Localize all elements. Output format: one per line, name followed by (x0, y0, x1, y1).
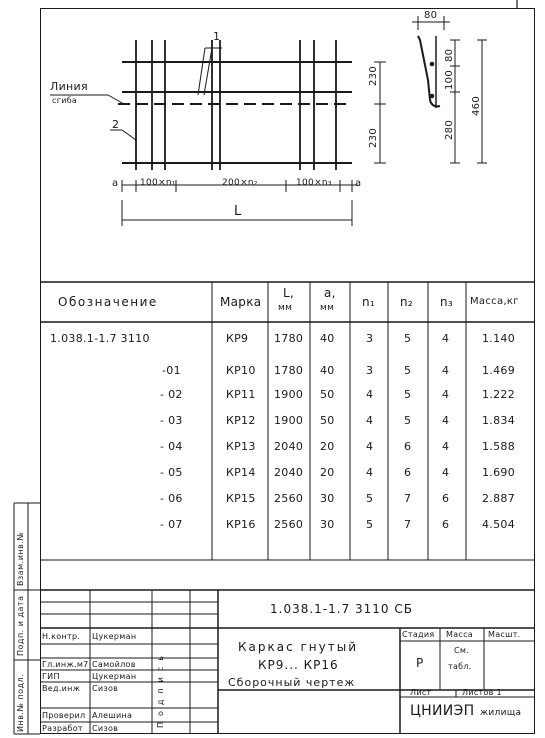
header-a-unit: мм (320, 303, 335, 313)
cell-n3: 4 (442, 466, 450, 479)
cell-designation: - 03 (160, 414, 183, 427)
name: Цукерман (92, 632, 137, 641)
dim-L: L (234, 204, 242, 219)
dim-a-right: a (355, 178, 362, 189)
cell-mark: КР12 (226, 414, 256, 427)
cell-a: 50 (320, 388, 335, 401)
cell-mass: 2.887 (482, 492, 515, 505)
cell-designation: - 07 (160, 518, 183, 531)
bend-line-sublabel: сгиба (52, 96, 78, 105)
cell-n1: 3 (366, 332, 374, 345)
role: Гл.инж.м7 (42, 660, 89, 669)
name: Сизов (92, 724, 119, 733)
header-a: a, (324, 286, 336, 300)
dim-230-top: 230 (368, 66, 379, 86)
header-n3: n₃ (440, 295, 454, 309)
cell-n2: 5 (404, 332, 412, 345)
name: Алешина (92, 711, 133, 720)
cell-mark: КР15 (226, 492, 256, 505)
cell-designation: - 05 (160, 466, 183, 479)
cell-n2: 5 (404, 364, 412, 377)
sheet-label: Лист (410, 688, 432, 697)
cell-n1: 5 (366, 518, 374, 531)
header-n2: n₂ (400, 295, 414, 309)
cell-L: 1900 (274, 414, 304, 427)
cell-n2: 7 (404, 518, 412, 531)
cell-mark: КР9 (226, 332, 249, 345)
cell-L: 1780 (274, 332, 304, 345)
dim-460-side: 460 (471, 96, 482, 116)
bend-line-label: Линия (50, 80, 88, 93)
sheets-label: Листов 1 (462, 688, 502, 697)
cell-designation: - 02 (160, 388, 183, 401)
cell-L: 1900 (274, 388, 304, 401)
mass-value-1: См. (454, 646, 470, 655)
cell-n3: 4 (442, 364, 450, 377)
cell-mark: КР11 (226, 388, 256, 401)
cell-n1: 4 (366, 440, 374, 453)
cell-n3: 4 (442, 332, 450, 345)
role: ГИП (42, 672, 60, 681)
mass-label: Масса (446, 630, 474, 639)
title-line-1: Каркас гнутый (238, 640, 359, 654)
header-n1: n₁ (362, 295, 376, 309)
cell-mass: 1.222 (482, 388, 515, 401)
cell-a: 30 (320, 492, 335, 505)
dim-230-bottom: 230 (368, 128, 379, 148)
cell-n3: 4 (442, 440, 450, 453)
cell-a: 30 (320, 518, 335, 531)
callout-1: 1 (213, 30, 221, 43)
name: Самойлов (92, 660, 136, 669)
cell-a: 20 (320, 466, 335, 479)
cell-n2: 6 (404, 466, 412, 479)
cell-L: 2560 (274, 492, 304, 505)
dim-seg-3: 100×n₃ (296, 178, 332, 188)
role: Н.контр. (42, 632, 81, 641)
cell-designation: - 06 (160, 492, 183, 505)
callout-2: 2 (112, 118, 120, 131)
cell-mass: 1.690 (482, 466, 515, 479)
header-designation: Обозначение (58, 295, 158, 309)
dim-100-side: 100 (444, 70, 455, 90)
header-mass: Масса,кг (470, 296, 519, 307)
stage-label: Стадия (402, 630, 435, 639)
cell-mark: КР13 (226, 440, 256, 453)
cell-a: 40 (320, 332, 335, 345)
cell-n1: 4 (366, 388, 374, 401)
cell-n2: 5 (404, 414, 412, 427)
title-block-code: 1.038.1-1.7 3110 СБ (270, 602, 413, 616)
scale-label: Масшт. (488, 630, 521, 639)
cell-a: 40 (320, 364, 335, 377)
cell-n3: 6 (442, 518, 450, 531)
cell-mass: 4.504 (482, 518, 515, 531)
cell-n1: 3 (366, 364, 374, 377)
cell-L: 2040 (274, 440, 304, 453)
cell-n2: 6 (404, 440, 412, 453)
signature-column-label: Подпись (156, 650, 165, 728)
role: Разработ (42, 724, 83, 733)
org-name: ЦНИИЭП (410, 703, 475, 719)
dim-a-left: a (112, 178, 119, 189)
dim-80-side: 80 (444, 48, 455, 62)
cell-n2: 7 (404, 492, 412, 505)
title-line-2: КР9... КР16 (258, 658, 339, 672)
cell-mass: 1.140 (482, 332, 515, 345)
cell-L: 1780 (274, 364, 304, 377)
side-label-signature-date: Подп. и дата (16, 595, 25, 656)
cell-designation: - 04 (160, 440, 183, 453)
title-line-3: Сборочный чертеж (228, 676, 356, 689)
stage-value: Р (416, 656, 424, 670)
cell-n1: 5 (366, 492, 374, 505)
header-L: L, (283, 286, 295, 300)
cell-L: 2040 (274, 466, 304, 479)
dim-seg-1: 100×n₁ (140, 178, 176, 188)
cell-designation: -01 (162, 364, 181, 377)
dim-280-side: 280 (444, 120, 455, 140)
cell-mark: КР14 (226, 466, 256, 479)
cell-a: 50 (320, 414, 335, 427)
role: Проверил (42, 711, 86, 720)
cell-a: 20 (320, 440, 335, 453)
cell-mass: 1.588 (482, 440, 515, 453)
cell-L: 2560 (274, 518, 304, 531)
header-mark: Марка (220, 295, 262, 309)
cell-mark: КР10 (226, 364, 256, 377)
cell-n1: 4 (366, 414, 374, 427)
side-label-replacement: Взам.инв.№ (16, 531, 25, 586)
dim-80-top: 80 (424, 10, 438, 21)
header-L-unit: мм (278, 303, 293, 313)
cell-mark: КР16 (226, 518, 256, 531)
side-label-inventory: Инв.№ подл. (16, 673, 25, 732)
mass-value-2: табл. (448, 662, 472, 671)
cell-n2: 5 (404, 388, 412, 401)
name: Сизов (92, 684, 119, 693)
dim-seg-2: 200×n₂ (222, 178, 258, 188)
cell-mass: 1.834 (482, 414, 515, 427)
cell-n3: 6 (442, 492, 450, 505)
cell-designation: 1.038.1-1.7 3110 (50, 332, 150, 345)
cell-mass: 1.469 (482, 364, 515, 377)
cell-n3: 4 (442, 388, 450, 401)
org-suffix: жилища (480, 708, 522, 718)
role: Вед.инж (42, 684, 81, 693)
name: Цукерман (92, 672, 137, 681)
cell-n3: 4 (442, 414, 450, 427)
cell-n1: 4 (366, 466, 374, 479)
